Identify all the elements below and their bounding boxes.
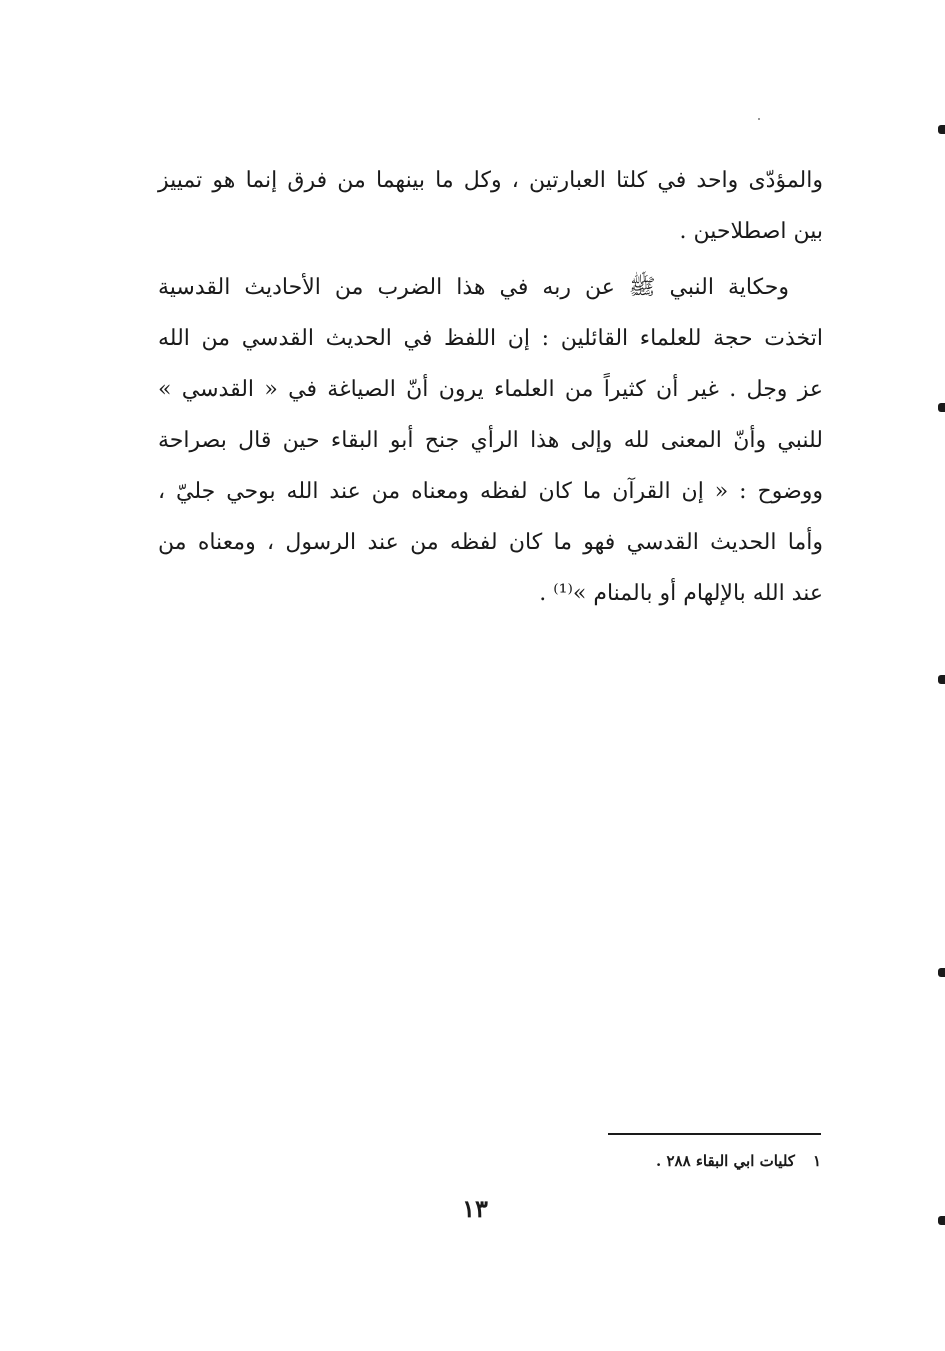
footnote-number: ١ — [812, 1152, 821, 1170]
text-line: للنبي وأنّ المعنى لله وإلى هذا الرأي جنح أبو البقاء حين قال بصراحة — [158, 428, 823, 453]
footnote-separator — [608, 1133, 821, 1135]
text-line: والمؤدّى واحد في كلتا العبارتين ، وكل ما بينهما من فرق إنما هو تمييز — [158, 168, 823, 193]
binding-mark — [938, 675, 945, 684]
text-line: عز وجل . غير أن كثيراً من العلماء يرون أنّ الصياغة في « القدسي » — [158, 377, 823, 402]
paragraph-2 — [158, 262, 823, 619]
footnote — [608, 1148, 821, 1174]
text-line: وأما الحديث القدسي فهو ما كان لفظه من عند الرسول ، ومعناه من — [158, 530, 823, 555]
binding-mark — [938, 968, 945, 977]
text-line: بين اصطلاحين . — [679, 219, 823, 244]
text-line: وحكاية النبي ﷺ عن ربه في هذا الضرب من الأحاديث القدسية — [158, 275, 789, 300]
binding-mark — [938, 125, 945, 134]
binding-mark — [938, 403, 945, 412]
paragraph-1 — [158, 155, 823, 257]
text-line: اتخذت حجة للعلماء القائلين : إن اللفظ في الحديث القدسي من الله — [158, 326, 823, 351]
footnote-text: كليات ابي البقاء ٢٨٨ . — [656, 1152, 795, 1170]
text-line: ووضوح : « إن القرآن ما كان لفظه ومعناه من عند الله بوحي جليّ ، — [158, 479, 823, 504]
binding-mark — [938, 1216, 945, 1225]
scan-speck — [758, 118, 760, 120]
page-number: ١٣ — [462, 1194, 488, 1223]
text-line: عند الله بالإلهام أو بالمنام »⁽¹⁾ . — [539, 581, 823, 606]
